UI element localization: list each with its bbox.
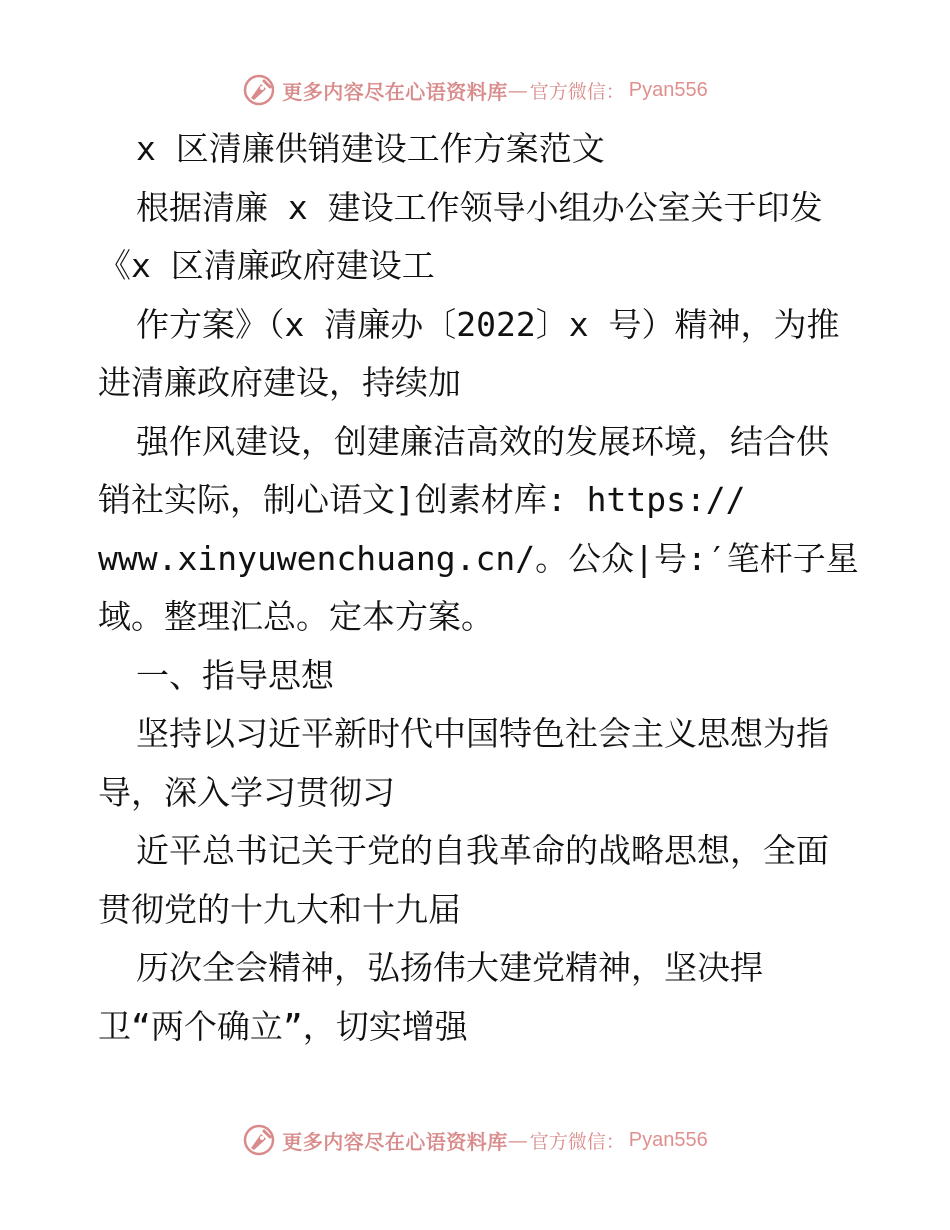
- paragraph-line: 销社实际，制心语文]创素材库: https://: [98, 480, 746, 519]
- paragraph-line: 域。整理汇总。定本方案。: [98, 597, 494, 636]
- watermark-wechat-label: 官方微信：: [529, 1130, 625, 1153]
- section-heading: 一、指导思想: [136, 655, 334, 695]
- paragraph-line: 卫“两个确立”，切实增强: [98, 1006, 468, 1046]
- paragraph-line: 坚持以习近平新时代中国特色社会主义思想为指: [136, 714, 829, 753]
- document-body: [98, 120, 858, 1056]
- paragraph-line: 作方案》（x 清廉办〔2022〕x 号）精神，为推: [136, 304, 840, 344]
- paragraph-line: 根据清廉 x 建设工作领导小组办公室关于印发: [136, 187, 823, 227]
- watermark-separator: —: [507, 1128, 528, 1152]
- document-title: x 区清廉供销建设工作方案范文: [136, 129, 605, 168]
- paragraph-line: 贯彻党的十九大和十九届: [98, 889, 461, 929]
- watermark-wechat-id: Pyan556: [628, 1128, 708, 1151]
- pen-nib-circle-icon: [242, 73, 276, 107]
- paragraph-line: 进清廉政府建设，持续加: [98, 363, 461, 402]
- watermark-separator: —: [507, 78, 528, 102]
- pen-nib-circle-icon: [242, 1123, 276, 1157]
- paragraph-line: 《x 区清廉政府建设工: [98, 246, 435, 285]
- paragraph-line: www.xinyuwenchuang.cn/。公众|号:′笔杆子星: [98, 538, 859, 578]
- paragraph-line: 近平总书记关于党的自我革命的战略思想，全面: [136, 831, 829, 870]
- watermark-brand-text: 更多内容尽在心语资料库: [282, 79, 508, 104]
- paragraph-line: 强作风建设，创建廉洁高效的发展环境，结合供: [136, 421, 829, 461]
- watermark-wechat-label: 官方微信：: [529, 80, 625, 103]
- watermark-brand-text: 更多内容尽在心语资料库: [282, 1129, 508, 1154]
- watermark-wechat-id: Pyan556: [628, 78, 708, 101]
- paragraph-line: 历次全会精神，弘扬伟大建党精神，坚决捍: [136, 948, 763, 987]
- watermark-banner-top: [0, 70, 950, 110]
- watermark-banner-bottom: [0, 1120, 950, 1160]
- paragraph-line: 导，深入学习贯彻习: [98, 772, 395, 812]
